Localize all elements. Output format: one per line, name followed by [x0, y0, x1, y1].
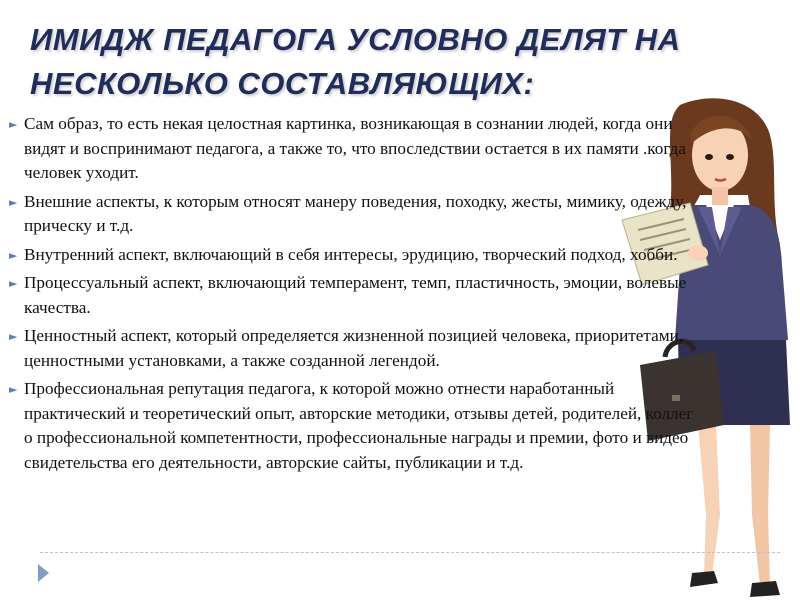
list-item: [6, 324, 696, 373]
list-item: [6, 243, 696, 268]
next-slide-arrow-icon[interactable]: [38, 564, 49, 582]
list-item: [6, 112, 696, 186]
bullet-text: Внешние аспекты, к которым относят манеру поведения, походку, жесты, мимику, одежду, прическу и т.д.: [24, 191, 687, 235]
triangle-bullet-icon: ►: [9, 383, 18, 396]
list-item: [6, 271, 696, 320]
list-item: [6, 190, 696, 239]
triangle-bullet-icon: ►: [9, 248, 18, 262]
bullet-text: Ценностный аспект, который определяется жизненной позицией человека, приоритетами, ценностными установками, а также созданной легендой.: [24, 326, 684, 370]
bullet-text: Процессуальный аспект, включающий темперамент, темп, пластичность, эмоции, волевые качества.: [24, 273, 687, 317]
footer-divider: [40, 552, 780, 553]
triangle-bullet-icon: ►: [9, 330, 18, 343]
triangle-bullet-icon: ►: [9, 195, 18, 209]
triangle-bullet-icon: ►: [9, 277, 18, 290]
bullet-text: Внутренний аспект, включающий в себя интересы, эрудицию, творческий подход, хобби.: [24, 244, 678, 264]
list-item: [6, 377, 696, 475]
bullet-text: Сам образ, то есть некая целостная картинка, возникающая в сознании людей, когда они видят и воспринимают педагога, а также то, что впоследствии остается в их памяти .когда человек уходит.: [24, 114, 686, 182]
bullet-list: [6, 112, 696, 479]
bullet-text: Профессиональная репутация педагога, к которой можно отнести наработанный практический и теоретический опыт, авторские методики, отзывы детей, родителей, коллег о профессиональной компетентности, профессиональные награды и премии, фото и видео свидетельства его деятельности, авторские сайты, публикации и т.д.: [24, 379, 694, 472]
slide-title: ИМИДЖ ПЕДАГОГА УСЛОВНО ДЕЛЯТ НА НЕСКОЛЬКО СОСТАВЛЯЮЩИХ:: [30, 22, 681, 101]
triangle-bullet-icon: ►: [9, 118, 18, 131]
